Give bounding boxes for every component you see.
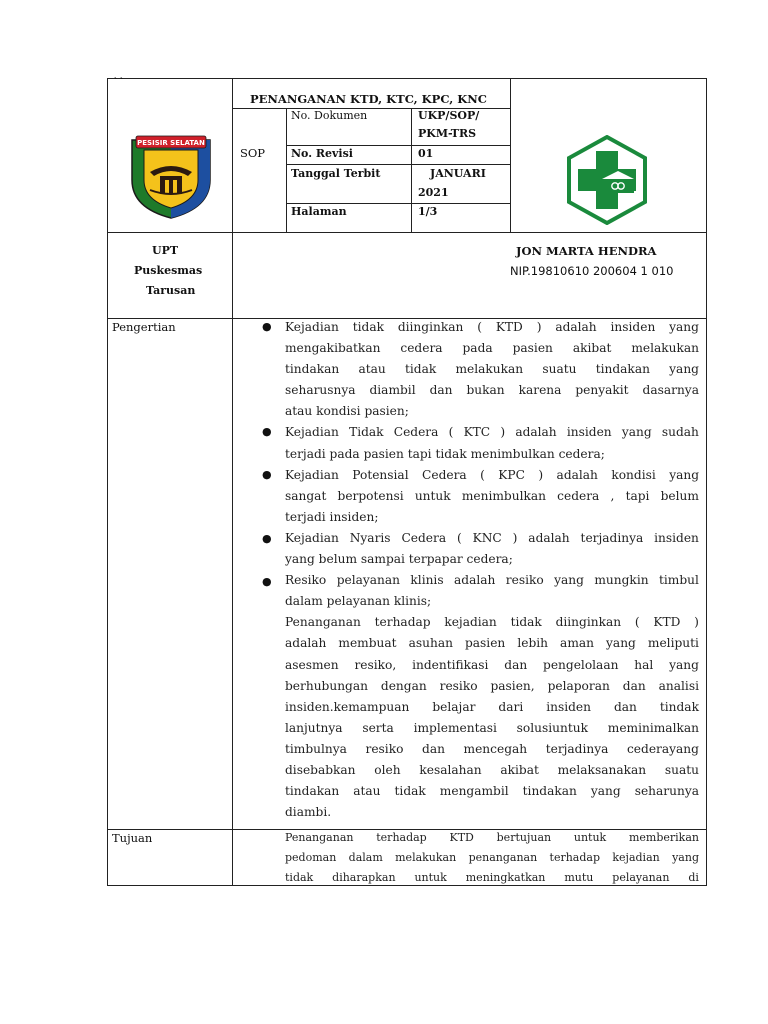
institution-upt: UPT <box>152 244 179 257</box>
grid-col1 <box>232 78 233 886</box>
word: adalah <box>285 636 327 651</box>
institution-puskesmas: Puskesmas <box>134 264 203 277</box>
word: terjadinya <box>545 741 609 756</box>
value-no-dokumen-2: PKM-TRS <box>418 127 477 140</box>
word: ) <box>538 467 544 482</box>
word: tidak <box>352 320 384 334</box>
word: seharusnya <box>285 383 356 398</box>
word: untuk <box>414 871 447 884</box>
word: adalah <box>556 467 598 482</box>
word: Kejadian <box>285 425 339 440</box>
word: mencegah <box>463 741 528 756</box>
word: mungkin <box>594 573 649 588</box>
word: tindakan <box>595 362 650 377</box>
word: dan <box>429 383 453 398</box>
bullet-icon: ● <box>262 468 272 481</box>
word: insiden <box>546 699 591 714</box>
word: resiko <box>365 741 404 756</box>
word: diharapkan <box>332 871 396 884</box>
word: insiden.kemampuan <box>285 699 410 714</box>
word: ) <box>536 320 542 334</box>
word: tidak <box>510 615 542 630</box>
word: melakukan <box>395 851 457 864</box>
word: ( <box>477 320 482 334</box>
word: yang <box>669 657 699 672</box>
word: KTD <box>495 320 523 334</box>
word: analisi <box>658 678 699 693</box>
word: tidak <box>285 871 314 884</box>
word: timbul <box>659 573 699 588</box>
word: mengakibatkan <box>285 341 381 356</box>
word: insiden <box>654 530 699 545</box>
value-tanggal-terbit-2: 2021 <box>418 186 449 199</box>
grid-left <box>107 78 108 886</box>
word: insiden <box>566 425 612 440</box>
word: belajar <box>432 699 476 714</box>
word: adalah <box>454 573 496 588</box>
bullet-icon: ● <box>262 320 272 333</box>
word: sangat <box>285 488 327 503</box>
word: KTD <box>653 615 681 630</box>
bullet-icon: ● <box>262 532 272 545</box>
word: tidak <box>394 784 426 799</box>
word: dan <box>422 741 445 756</box>
word: terjadinya <box>580 530 644 545</box>
word: resiko <box>439 678 478 693</box>
word: Resiko <box>285 573 327 588</box>
grid-row2 <box>286 164 510 165</box>
word: mengambil <box>439 784 509 799</box>
word: yang <box>554 573 584 588</box>
word: kondisi <box>611 467 656 482</box>
word: pengelolaan <box>543 657 619 672</box>
word: serta <box>362 720 394 735</box>
word: untuk <box>414 488 451 503</box>
tujuan-text <box>285 828 699 888</box>
word: cederayang <box>626 741 699 756</box>
word: pelaporan <box>547 678 610 693</box>
signatory-name: JON MARTA HENDRA <box>516 244 657 258</box>
word: Kejadian <box>285 467 339 482</box>
word: pasien <box>512 341 553 356</box>
word: bukan <box>466 383 505 398</box>
word: kejadian <box>612 851 660 864</box>
word: kejadian <box>444 615 497 630</box>
word: Penanganan <box>285 615 361 630</box>
section-label-pengertian: Pengertian <box>112 320 176 334</box>
word: KPC <box>498 467 525 482</box>
grid-row1 <box>286 145 510 146</box>
word: seharunya <box>634 784 699 799</box>
word: sudah <box>661 425 699 440</box>
word: berhubungan <box>285 678 368 693</box>
word: ( <box>456 530 462 545</box>
word: penanganan <box>468 851 538 864</box>
word: suatu <box>664 762 699 777</box>
pesisir-selatan-logo <box>130 134 212 220</box>
word: yang <box>669 320 699 334</box>
word: berpotensi <box>337 488 404 503</box>
word: adalah <box>515 425 557 440</box>
word: bertujuan <box>496 831 552 844</box>
word: membuat <box>338 636 397 651</box>
word: adalah <box>528 530 570 545</box>
corner-mark: `` <box>113 77 126 88</box>
grid-col-right <box>510 78 511 233</box>
word: oleh <box>374 762 401 777</box>
word: tidak <box>404 362 437 377</box>
word: Cedera <box>393 425 439 440</box>
text-line: diambi. <box>285 805 332 820</box>
word: Penanganan <box>285 831 354 844</box>
word: lebih <box>517 636 548 651</box>
value-no-revisi: 01 <box>418 147 434 160</box>
document-title: PENANGANAN KTD, KTC, KPC, KNC <box>250 92 487 106</box>
grid-top <box>107 78 707 79</box>
word: Nyaris <box>349 530 391 545</box>
word: mutu <box>564 871 594 884</box>
word: ) <box>500 425 506 440</box>
word: penyakit <box>575 383 629 398</box>
word: Kejadian <box>285 320 339 334</box>
word: yang <box>621 425 652 440</box>
institution-tarusan: Tarusan <box>146 284 196 297</box>
word: akibat <box>572 341 612 356</box>
word: meliputi <box>647 636 699 651</box>
word: Cedera <box>401 530 447 545</box>
word: terhadap <box>549 851 601 864</box>
word: di <box>688 871 699 884</box>
word: pelayanan <box>336 573 400 588</box>
word: melakukan <box>455 362 524 377</box>
word: akibat <box>500 762 539 777</box>
word: ( <box>448 425 454 440</box>
word: dan <box>504 657 528 672</box>
word: pada <box>462 341 493 356</box>
word: tapi <box>625 488 650 503</box>
word: diinginkan <box>555 615 622 630</box>
word: cedera <box>400 341 443 356</box>
word: pasien <box>464 636 506 651</box>
word: asesmen <box>285 657 339 672</box>
word: hal <box>634 657 654 672</box>
bullet-icon: ● <box>262 425 272 438</box>
word: indentifikasi <box>412 657 489 672</box>
word: yang <box>606 636 636 651</box>
label-halaman: Halaman <box>291 205 347 218</box>
word: insiden <box>610 320 656 334</box>
word: yang <box>672 851 699 864</box>
word: adalah <box>555 320 597 334</box>
word: melaksanakan <box>557 762 647 777</box>
word: ( <box>480 467 485 482</box>
word: terhadap <box>376 831 427 844</box>
label-no-revisi: No. Revisi <box>291 147 353 160</box>
word: diambil <box>369 383 416 398</box>
word: dan <box>622 678 646 693</box>
word: Potensial <box>352 467 409 482</box>
word: yang <box>590 784 621 799</box>
word: meminimalkan <box>607 720 699 735</box>
word: diinginkan <box>397 320 464 334</box>
word: menimbulkan <box>461 488 546 503</box>
word: dasarnya <box>642 383 699 398</box>
text-line: dalam pelayanan klinis; <box>285 594 432 609</box>
word: yang <box>669 467 699 482</box>
word: Kejadian <box>285 530 339 545</box>
word: cedera <box>557 488 600 503</box>
word: atau <box>353 784 381 799</box>
word: pedoman <box>285 851 337 864</box>
word: KTD <box>449 831 474 844</box>
word: tindakan <box>285 784 340 799</box>
puskesmas-logo-icon <box>562 135 652 225</box>
word: asuhan <box>408 636 453 651</box>
word: dari <box>498 699 524 714</box>
word: ( <box>634 615 640 630</box>
label-no-dokumen: No. Dokumen <box>291 109 368 122</box>
word: solusiuntuk <box>516 720 588 735</box>
signatory-nip: NIP.19810610 200604 1 010 <box>510 264 674 278</box>
word: pasien, <box>490 678 535 693</box>
word: tindakan <box>285 362 340 377</box>
word: Tidak <box>349 425 384 440</box>
word: Cedera <box>422 467 467 482</box>
word: dengan <box>380 678 427 693</box>
word: dan <box>613 699 637 714</box>
word: dalam <box>348 851 383 864</box>
word: KNC <box>472 530 502 545</box>
word: implementasi <box>413 720 497 735</box>
word: kesalahan <box>419 762 482 777</box>
word: resiko <box>505 573 544 588</box>
word: aman <box>560 636 594 651</box>
word: ) <box>512 530 518 545</box>
word: pelayanan <box>612 871 670 884</box>
word: terhadap <box>374 615 431 630</box>
word: disebabkan <box>285 762 356 777</box>
value-tanggal-terbit-1: JANUARI <box>430 167 486 180</box>
word: tindak <box>659 699 699 714</box>
word: atau <box>358 362 386 377</box>
text-line: atau kondisi pasien; <box>285 404 409 419</box>
grid-label-col <box>411 108 412 233</box>
label-tanggal-terbit: Tanggal Terbit <box>291 167 381 180</box>
value-halaman: 1/3 <box>418 205 438 218</box>
word: lanjutnya <box>285 720 343 735</box>
bullet-icon: ● <box>262 575 272 588</box>
word: memberikan <box>628 831 699 844</box>
word: timbulnya <box>285 741 347 756</box>
grid-sop-col <box>286 108 287 233</box>
logo-banner-text: PESISIR SELATAN <box>137 139 205 147</box>
text-line: terjadi insiden; <box>285 509 379 524</box>
grid-header-bottom <box>107 232 707 233</box>
word: KTC <box>463 425 491 440</box>
word: resiko, <box>354 657 397 672</box>
word: untuk <box>573 831 607 844</box>
word: melakukan <box>631 341 699 356</box>
word: karena <box>518 383 562 398</box>
sop-label: SOP <box>240 146 266 160</box>
grid-row3 <box>286 203 510 204</box>
value-no-dokumen-1: UKP/SOP/ <box>418 109 480 122</box>
word: klinis <box>410 573 444 588</box>
word: belum <box>660 488 699 503</box>
text-line: yang belum sampai terpapar cedera; <box>285 552 513 567</box>
text-line: terjadi pada pasien tapi tidak menimbulkan cedera; <box>285 446 605 461</box>
word: tindakan <box>522 784 577 799</box>
section-label-tujuan: Tujuan <box>112 831 153 845</box>
grid-right <box>706 78 707 886</box>
word: ) <box>694 615 699 630</box>
pengertian-text <box>285 317 699 823</box>
word: meningkatkan <box>465 871 546 884</box>
word: yang <box>669 362 699 377</box>
word: , <box>610 488 615 503</box>
word: suatu <box>542 362 577 377</box>
